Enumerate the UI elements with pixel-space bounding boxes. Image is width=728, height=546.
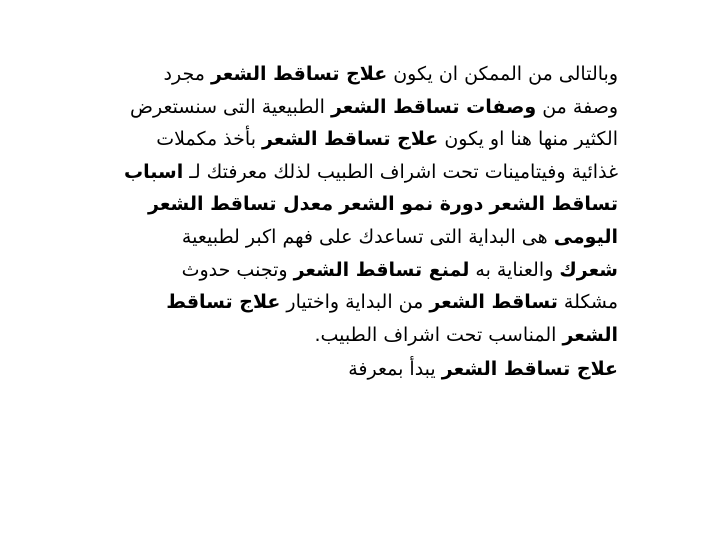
- text-segment: وتجنب حدوث مشكلة: [181, 258, 618, 314]
- bold-keyword: علاج تساقط الشعر: [210, 63, 388, 85]
- bold-keyword: علاج تساقط الشعر: [166, 291, 618, 346]
- bold-keyword: لمنع تساقط الشعر: [293, 258, 470, 281]
- bold-keyword: اسباب تساقط الشعر: [124, 160, 618, 216]
- bold-keyword: علاج تساقط الشعر: [441, 358, 618, 381]
- text-segment: مجرد وصفة من: [163, 63, 618, 118]
- text-segment: المناسب تحت اشراف الطبيب.: [314, 323, 563, 346]
- text-segment: وبالتالى من الممكن ان يكون: [387, 63, 618, 85]
- paragraph-second: [122, 353, 618, 386]
- bold-keyword: دورة نمو الشعر: [339, 193, 484, 216]
- bold-keyword: وصفات تساقط الشعر: [330, 95, 537, 118]
- paragraph-main: [122, 58, 618, 351]
- bold-keyword: معدل تساقط الشعر اليومى: [148, 193, 618, 248]
- text-segment: الطبيعية التى سنستعرض الكثير منها هنا او يكون: [130, 95, 618, 151]
- text-segment: هى البداية التى تساعدك على فهم اكبر لطبيعية: [181, 225, 554, 248]
- text-segment: بأخذ مكملات غذائية وفيتامينات تحت اشراف الطبيب لذلك معرفتك لـ: [156, 128, 618, 183]
- bold-keyword: علاج تساقط الشعر: [262, 128, 439, 151]
- text-segment: من البداية واختيار: [280, 291, 430, 314]
- text-block: [122, 58, 618, 386]
- text-segment: والعناية به: [469, 258, 560, 281]
- bold-keyword: تساقط الشعر: [429, 291, 558, 314]
- bold-keyword: شعرك: [559, 258, 618, 281]
- text-segment: يبدأ بمعرفة: [348, 358, 442, 381]
